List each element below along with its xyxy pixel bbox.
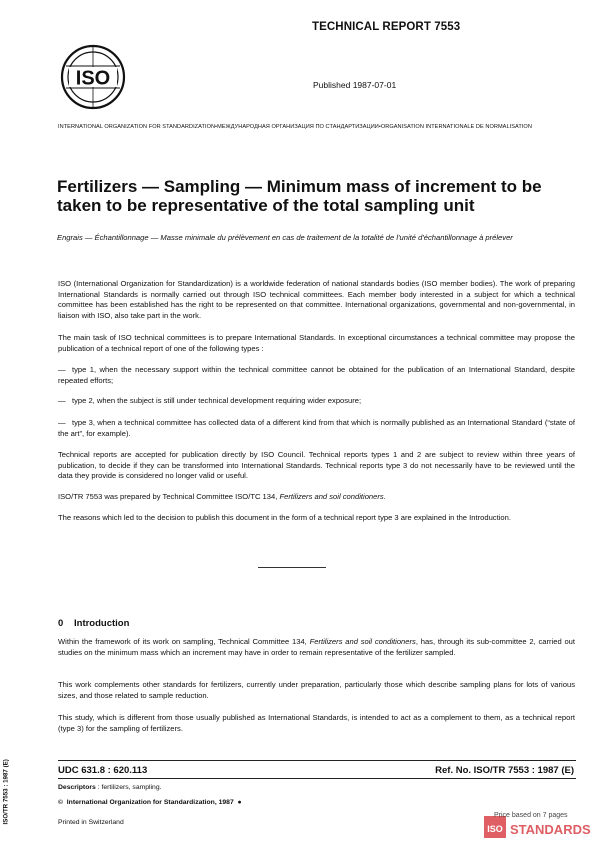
list-item-text: type 1, when the necessary support within the technical committee cannot be obtained for the publication of an International Standard, despite repeated efforts;: [58, 365, 575, 385]
separator-rule: [258, 567, 326, 568]
side-reference: [0, 746, 10, 826]
udc-code: UDC 631.8 : 620.113: [58, 765, 148, 776]
descriptors-label: Descriptors: [58, 784, 96, 791]
printed-in: Printed in Switzerland: [58, 819, 124, 826]
footer-rule: [58, 778, 576, 779]
list-item-text: type 3, when a technical committee has collected data of a different kind from that which is normally published as an International Standard (“state of the art”, for example).: [58, 418, 575, 438]
foreword-paragraph-3: Technical reports are accepted for publication directly by ISO Council. Technical reports types 1 and 2 are subject to review within three years of publication, to decide if they can be transformed into International Standards. Technical reports type 3 do not necessarily have to be reviewed until the data they provide is considered no longer valid or useful.: [58, 450, 575, 481]
dash-marker: —: [58, 396, 66, 405]
organization-line: INTERNATIONAL ORGANIZATION FOR STANDARDIZATION•МЕЖДУНАРОДНАЯ ОРГАНИЗАЦИЯ ПО СТАНДАРТИЗАЦИИ•ORGANISATION INTERNATIONALE DE NORMALISATION: [58, 124, 532, 130]
foreword-paragraph-5: The reasons which led to the decision to publish this document in the form of a technical report type 3 are explained in the Introduction.: [58, 513, 511, 522]
list-item-type-3: [58, 418, 575, 439]
committee-name: Fertilizers and soil conditioners.: [279, 492, 386, 501]
report-title: TECHNICAL REPORT 7553: [312, 21, 461, 33]
side-reference-text: ISO/TR 7553 : 1987 (E): [2, 759, 10, 825]
reference-number: Ref. No. ISO/TR 7553 : 1987 (E): [435, 765, 574, 776]
foreword-paragraph-4: [58, 492, 575, 503]
intro-text: , has, through its sub-committee 2, carried out studies on the minimum mass which an increment may have in order to remain representative of the fertilizer sampled.: [58, 637, 575, 657]
descriptors: [58, 784, 162, 791]
committee-name: Fertilizers and soil conditioners: [309, 637, 416, 646]
iso-logo: [60, 44, 126, 110]
list-item-type-2: [58, 396, 575, 407]
descriptors-value: : fertilizers, sampling.: [95, 784, 162, 791]
introduction-paragraph-1: [58, 637, 575, 658]
introduction-paragraph-2: This work complements other standards for fertilizers, currently under preparation, particularly those which describe sampling plans for lots of various sizes, and those related to sample reduction.: [58, 680, 575, 700]
section-title: Introduction: [74, 618, 130, 629]
bullet-icon: ●: [237, 799, 242, 806]
dash-marker: —: [58, 365, 66, 374]
intro-text: Within the framework of its work on sampling, Technical Committee 134,: [58, 637, 310, 646]
footer-rule: [58, 760, 576, 761]
price-note: Price based on 7 pages: [494, 812, 568, 819]
foreword-paragraph-1: ISO (International Organization for Standardization) is a worldwide federation of national standards bodies (ISO member bodies). The work of preparing International Standards is normally carried out through ISO technical committees. Each member body interested in a subject for which a technical committee has been established has the right to be represented on that committee. International organizations, governmental and non-governmental, in liaison with ISO, also take part in the work.: [58, 279, 575, 320]
list-item-text: type 2, when the subject is still under technical development requiring wider exposure;: [72, 396, 362, 405]
dash-marker: —: [58, 418, 66, 427]
list-item-type-1: [58, 365, 575, 386]
french-title: Engrais — Échantillonnage — Masse minimale du prélèvement en cas de traitement de la totalité de l'unité d'échantillonnage à prélever: [57, 233, 513, 242]
copyright-symbol: ©: [58, 799, 64, 806]
section-number: 0: [58, 618, 64, 629]
prepared-by-text: ISO/TR 7553 was prepared by Technical Committee ISO/TC 134,: [58, 492, 280, 501]
section-heading-introduction: [58, 618, 129, 629]
watermark-brand-text: STANDARDS: [510, 822, 591, 837]
watermark-logo-text: ISO: [487, 824, 503, 834]
copyright-text: International Organization for Standardization, 1987: [66, 799, 234, 806]
copyright-line: [58, 799, 242, 806]
logo-text: ISO: [75, 67, 111, 90]
document-title: Fertilizers — Sampling — Minimum mass of increment to be taken to be representative of the total sampling unit: [57, 177, 542, 215]
foreword-paragraph-2: The main task of ISO technical committees is to prepare International Standards. In exceptional circumstances a technical committee may propose the publication of a technical report of one of the following types :: [58, 333, 575, 353]
published-date: Published 1987-07-01: [313, 80, 397, 90]
introduction-paragraph-3: This study, which is different from those usually published as International Standards, is intended to act as a complement to them, as a technical report (type 3) for the sampling of fertilizers.: [58, 713, 575, 733]
